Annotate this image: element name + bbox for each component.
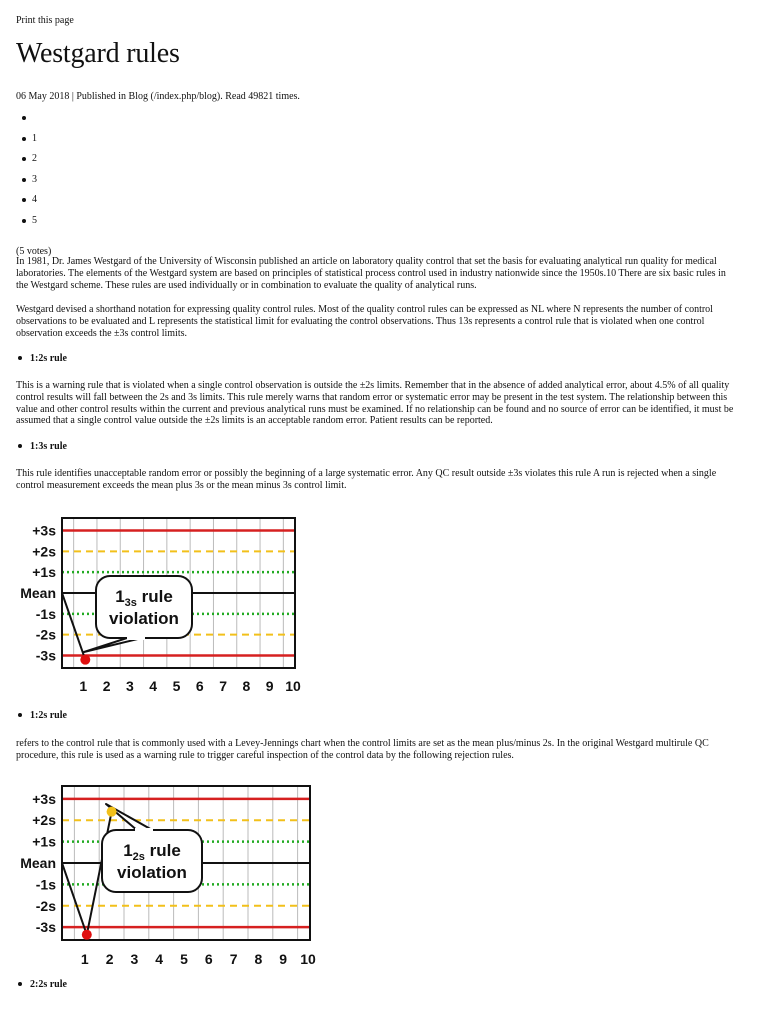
x-tick-label: 6 — [204, 951, 213, 967]
y-tick-label: +2s — [32, 543, 56, 560]
x-tick-label: 1 — [80, 951, 89, 967]
y-tick-label: +3s — [32, 790, 56, 807]
page-title: Westgard rules — [16, 38, 180, 69]
notation-paragraph: Westgard devised a shorthand notation for expressing quality control rules. Most of the quality control rules can be expressed as NL where N represents the number of control observations to be evaluated and L represents the statistical limit for evaluating the control observations. Thus 13s represents a control rule that is violated when one control observation exceeds the ±3s control limits. — [16, 304, 713, 339]
x-tick-label: 5 — [180, 951, 188, 967]
rating-option-label: 1 — [32, 132, 37, 144]
rule-1-3s-paragraph: This rule identifies unacceptable random error or possibly the beginning of a large systematic error. Any QC result outside ±3s violates this rule A run is rejected when a single control measurement exceeds the mean plus 3s or the mean minus 3s control limit. — [16, 468, 717, 491]
y-tick-label: -3s — [35, 647, 56, 664]
rating-option[interactable] — [18, 112, 118, 133]
x-tick-label: 3 — [126, 678, 134, 694]
bullet-dot — [22, 198, 26, 202]
rating-option[interactable] — [18, 153, 118, 174]
x-tick-label: 1 — [79, 678, 88, 694]
rule-heading-label: 1:2s rule — [30, 710, 67, 721]
callout-bubble — [96, 576, 192, 638]
x-tick-label: 10 — [300, 951, 316, 967]
rule-heading-1-2s-second — [18, 710, 67, 721]
qc-data-point — [80, 655, 90, 665]
x-tick-label: 2 — [102, 678, 111, 694]
rating-option[interactable] — [18, 215, 118, 236]
article-meta: 06 May 2018 | Published in Blog (/index.php/blog). Read 49821 times. — [16, 91, 300, 102]
bullet-dot — [22, 157, 26, 161]
callout-subtitle: violation — [109, 609, 179, 628]
y-tick-label: Mean — [20, 855, 56, 871]
rule-heading-2-2s — [18, 979, 67, 990]
bullet-dot — [22, 219, 26, 223]
rating-widget — [18, 112, 118, 236]
x-tick-label: 4 — [155, 951, 164, 967]
rating-option-label: 2 — [32, 153, 37, 165]
callout-title: $1_{2s}$ rule — [123, 841, 181, 863]
rating-option-label: 5 — [32, 214, 37, 226]
x-tick-label: 2 — [105, 951, 114, 967]
y-tick-label: -2s — [35, 626, 56, 643]
bullet-dot — [22, 116, 26, 120]
x-tick-label: 10 — [285, 678, 301, 694]
callout-subtitle: violation — [117, 863, 187, 882]
rule-heading-label: 1:3s rule — [30, 441, 67, 452]
y-tick-label: -3s — [35, 919, 56, 936]
x-tick-label: 9 — [265, 678, 274, 694]
callout-bubble — [102, 830, 202, 892]
bullet-dot — [22, 178, 26, 182]
levey-jennings-chart-1-2s — [14, 782, 314, 972]
y-tick-label: +1s — [32, 833, 56, 850]
y-tick-label: -1s — [35, 876, 56, 893]
bullet-dot — [18, 356, 22, 360]
intro-paragraph: In 1981, Dr. James Westgard of the University of Wisconsin published an article on laboratory quality control that set the basis for evaluating analytical run quality for medical laboratories. The elements of the Westgard system are based on principles of statistical process control used in industry nationwide since the 1950s.10 There are six basic rules in the Westgard scheme. These rules are used individually or in combination to evaluate the quality of analytical runs. — [16, 256, 726, 291]
rule-heading-label: 1:2s rule — [30, 353, 67, 364]
rating-option[interactable] — [18, 174, 118, 195]
rating-option-label: 3 — [32, 173, 37, 185]
x-tick-label: 6 — [195, 678, 204, 694]
levey-jennings-chart-1-3s — [14, 512, 300, 698]
vote-count: (5 votes) — [16, 246, 52, 257]
bullet-dot — [18, 713, 22, 717]
rule-heading-1-2s — [18, 353, 67, 364]
rating-option[interactable] — [18, 133, 118, 154]
x-tick-label: 7 — [229, 951, 238, 967]
x-tick-label: 3 — [130, 951, 139, 967]
bullet-dot — [18, 444, 22, 448]
bullet-dot — [18, 982, 22, 986]
rating-option[interactable] — [18, 194, 118, 215]
qc-data-point — [107, 807, 117, 817]
bullet-dot — [22, 137, 26, 141]
y-tick-label: Mean — [20, 585, 56, 601]
y-tick-label: -2s — [35, 897, 56, 914]
rating-option-label: 4 — [32, 194, 37, 206]
y-tick-label: +2s — [32, 812, 56, 829]
x-tick-label: 8 — [242, 678, 251, 694]
rule-1-2s-description: refers to the control rule that is commonly used with a Levey-Jennings chart when the control limits are set as the mean plus/minus 2s. In the original Westgard multirule QC procedure, this rule is used as a warning rule to trigger careful inspection of the control data by the following rejection rules. — [16, 738, 709, 761]
x-tick-label: 5 — [172, 678, 181, 694]
x-tick-label: 4 — [149, 678, 158, 694]
y-tick-label: -1s — [35, 605, 56, 622]
x-tick-label: 7 — [219, 678, 227, 694]
rule-heading-1-3s — [18, 441, 67, 452]
rule-heading-label: 2:2s rule — [30, 979, 67, 990]
rule-1-2s-paragraph: This is a warning rule that is violated when a single control observation is outside the ±2s limits. Remember that in the absence of added analytical error, about 4.5% of all quality control results will fall between the 2s and 3s limits. This rule merely warns that random error or systematic error may be present in the test system. The relationship between this value and other control results within the current and previous analytical runs must be examined. If no relationship can be found and no source of error can be identified, it must be assumed that a single control value outside the ±2s limits is an acceptable random error. Patient results can be reported. — [16, 380, 734, 427]
callout-joint-mask — [127, 634, 145, 640]
y-tick-label: +3s — [32, 522, 56, 539]
x-tick-label: 8 — [254, 951, 263, 967]
qc-data-point — [82, 930, 92, 940]
y-tick-label: +1s — [32, 564, 56, 581]
callout-title: $1_{3s}$ rule — [115, 587, 173, 609]
x-tick-label: 9 — [279, 951, 288, 967]
callout-joint-mask — [135, 828, 153, 834]
print-page-link[interactable]: Print this page — [16, 15, 74, 26]
